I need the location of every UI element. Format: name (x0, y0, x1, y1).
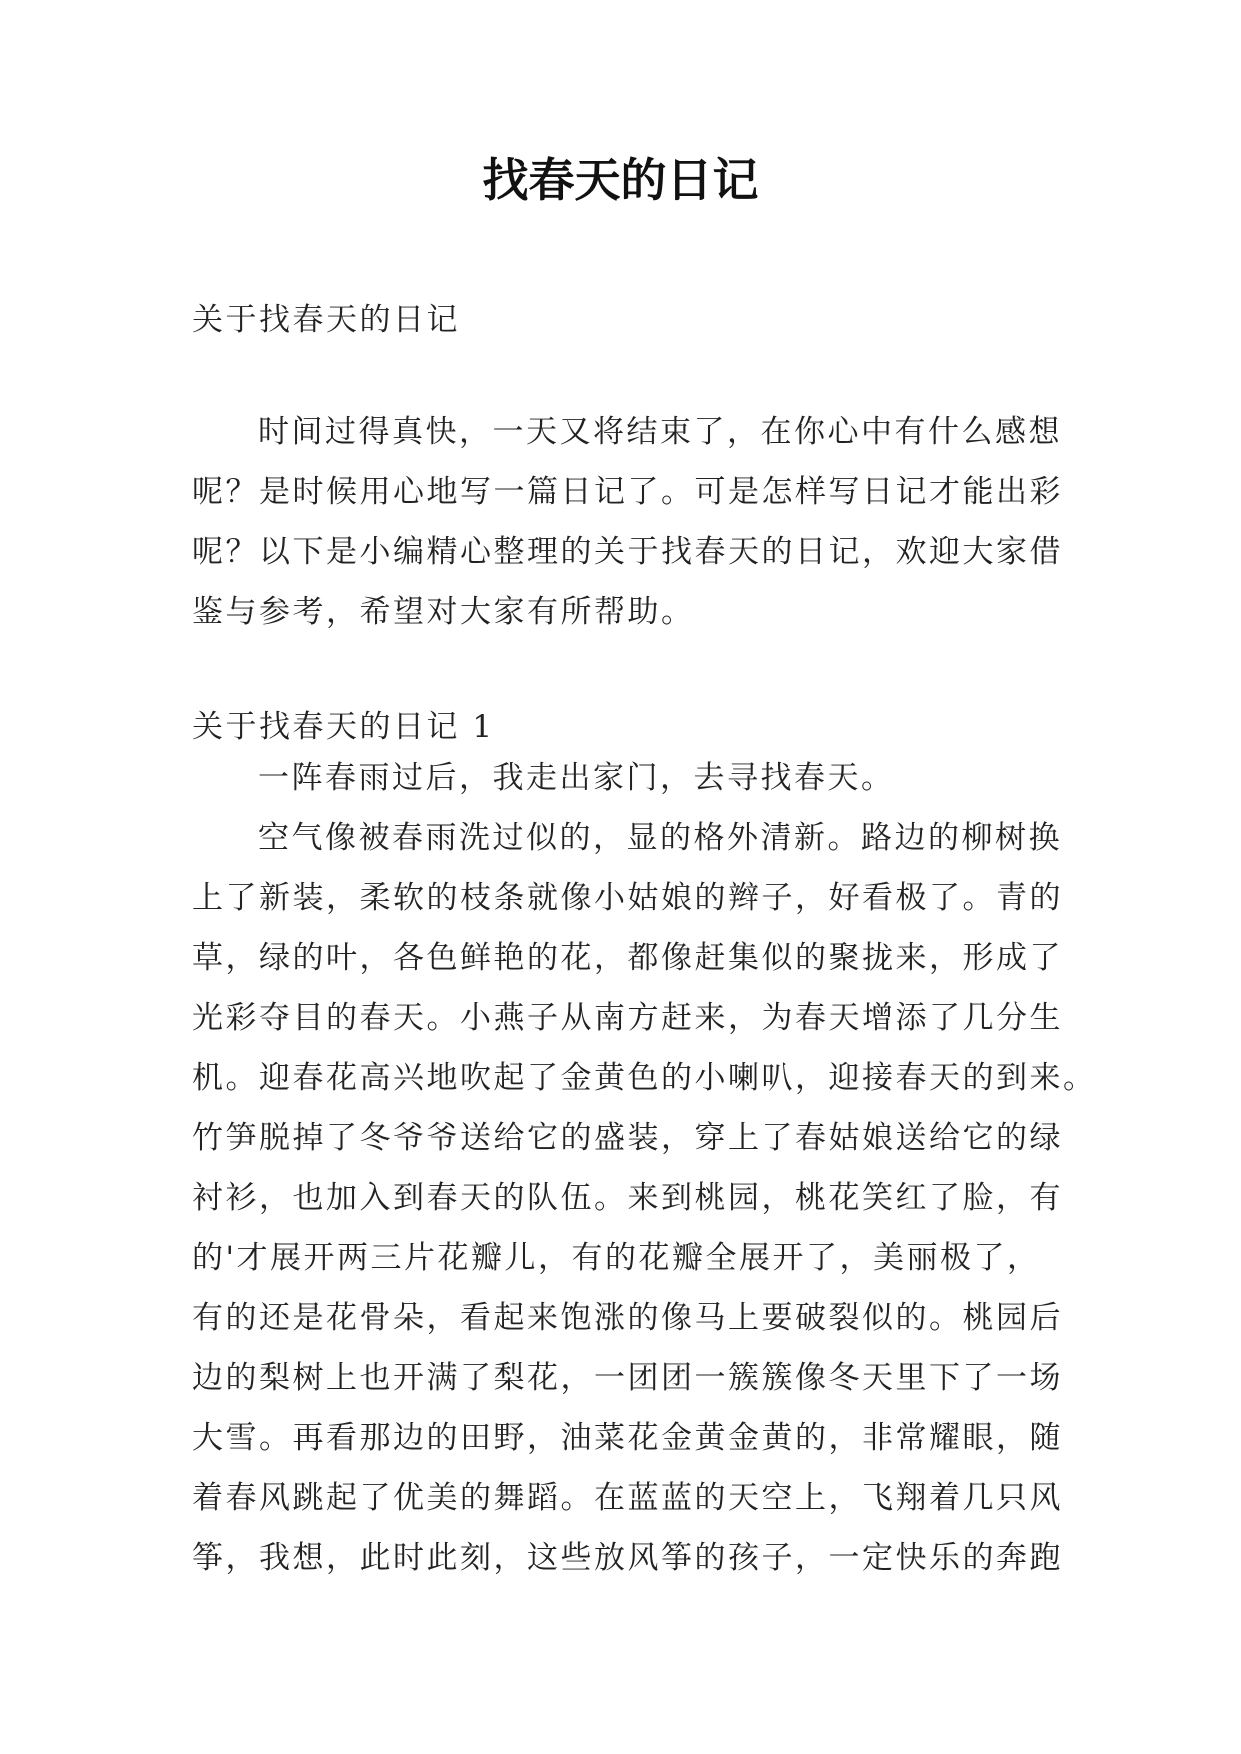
subtitle-text: 关于找春天的日记 (192, 302, 460, 338)
diary-line: 光彩夺目的春天。小燕子从南方赶来，为春天增添了几分生 (192, 1000, 1063, 1036)
diary-line: 衬衫，也加入到春天的队伍。来到桃园，桃花笑红了脸，有 (192, 1180, 1063, 1216)
diary-line: 一阵春雨过后，我走出家门，去寻找春天。 (258, 760, 895, 796)
intro-line: 时间过得真快，一天又将结束了，在你心中有什么感想 (258, 414, 1062, 450)
intro-line: 呢？以下是小编精心整理的关于找春天的日记，欢迎大家借 (192, 534, 1063, 570)
diary-line: 筝，我想，此时此刻，这些放风筝的孩子，一定快乐的奔跑 (192, 1540, 1063, 1576)
section-title-text: 关于找春天的日记 1 (192, 709, 495, 745)
diary-line: 大雪。再看那边的田野，油菜花金黄金黄的，非常耀眼，随 (192, 1420, 1063, 1456)
diary-body (192, 748, 1097, 1588)
diary-line: 机。迎春花高兴地吹起了金黄色的小喇叭，迎接春天的到来。 (192, 1060, 1097, 1096)
diary-line: 边的梨树上也开满了梨花，一团团一簇簇像冬天里下了一场 (192, 1360, 1063, 1396)
document-title: 找春天的日记 (482, 153, 759, 207)
diary-line: 空气像被春雨洗过似的，显的格外清新。路边的柳树换 (258, 820, 1062, 856)
diary-line: 草，绿的叶，各色鲜艳的花，都像赶集似的聚拢来，形成了 (192, 940, 1063, 976)
diary-line: 竹笋脱掉了冬爷爷送给它的盛装，穿上了春姑娘送给它的绿 (192, 1120, 1063, 1156)
intro-line: 鉴与参考，希望对大家有所帮助。 (192, 594, 695, 630)
diary-line: 着春风跳起了优美的舞蹈。在蓝蓝的天空上，飞翔着几只风 (192, 1480, 1063, 1516)
diary-line: 上了新装，柔软的枝条就像小姑娘的辫子，好看极了。青的 (192, 880, 1063, 916)
intro-line: 呢？是时候用心地写一篇日记了。可是怎样写日记才能出彩 (192, 474, 1063, 510)
document-subtitle (192, 290, 1052, 350)
diary-line: 的'才展开两三片花瓣儿，有的花瓣全展开了，美丽极了， (192, 1240, 1041, 1276)
intro-paragraph (192, 402, 1063, 642)
diary-line: 有的还是花骨朵，看起来饱涨的像马上要破裂似的。桃园后 (192, 1300, 1063, 1336)
